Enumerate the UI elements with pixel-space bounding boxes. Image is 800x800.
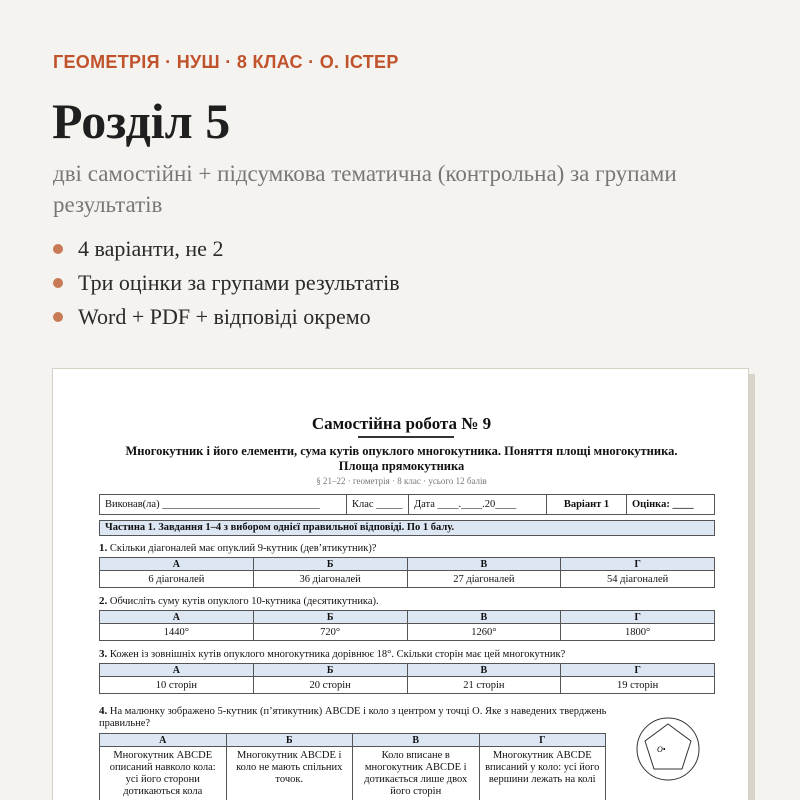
option-header: Б [253,664,407,677]
option-header: Г [561,558,715,571]
question-text: Обчисліть суму кутів опуклого 10-кутника (десятикутника). [109,596,379,607]
feature-item [53,300,400,334]
answer-option: 1800° [561,624,715,641]
feature-item-label: Три оцінки за групами результатів [78,270,400,295]
option-header: В [407,558,561,571]
center-label: O• [657,745,666,754]
question-number: 4. [99,705,108,717]
class-field: Клас _____ [347,495,409,514]
answer-option: 6 діагоналей [100,571,254,588]
option-header: В [353,734,480,747]
question-4 [99,705,619,730]
answer-option: Многокутник ABCDE описаний навколо кола: усі його сторони дотикаються кола [100,747,227,800]
answer-option: 19 сторін [561,677,715,694]
answer-option: 21 сторін [407,677,561,694]
student-name-field: Виконав(ла) ______________________________ [100,495,347,514]
answer-option: 54 діагоналей [561,571,715,588]
option-header: Б [253,558,407,571]
option-header: Б [253,611,407,624]
answer-option: 10 сторін [100,677,254,694]
option-header: В [407,611,561,624]
feature-item [53,232,400,266]
option-header: Г [479,734,606,747]
option-header: Г [561,611,715,624]
option-header: А [100,558,254,571]
question-number: 3. [99,648,108,660]
page-title: Розділ 5 [52,93,231,149]
topic-line: Многокутник і його елементи, сума кутів опуклого многокутника. Поняття площі многокутника. [125,444,678,458]
feature-item-label: Word + PDF + відповіді окремо [78,304,371,329]
answer-option: 36 діагоналей [253,571,407,588]
bullet-dot-icon [53,244,63,254]
page-subtitle: дві самостійні + підсумкова тематична (контрольна) за групами результатів [53,161,677,217]
feature-list [53,232,400,334]
answer-table-1 [99,557,715,588]
option-header: Г [561,664,715,677]
question-text: На малюнку зображено 5-кутник (п’ятикутник) ABCDE і коло з центром у точці О. Яке з наведених тверджень правильне? [99,706,607,729]
question-2 [99,595,379,608]
feature-item [53,266,400,300]
bullet-dot-icon [53,312,63,322]
answer-option: Коло вписане в многокутник ABCDE і дотикається лише двох його сторін [353,747,480,800]
question-text: Кожен із зовнішніх кутів опуклого многокутника дорівнює 18°. Скільки сторін має цей многокутник? [109,649,566,660]
answer-table-4 [99,733,606,800]
student-info-row [99,494,715,515]
date-field: Дата ____.____.20____ [409,495,547,514]
circle-shape [637,718,699,780]
part-heading: Частина 1. Завдання 1–4 з вибором однієї правильної відповіді. По 1 балу. [99,520,715,536]
question-text: Скільки діагоналей має опуклий 9-кутник (дев’ятикутник)? [109,543,377,554]
question-1 [99,542,376,555]
answer-option: 1260° [407,624,561,641]
grade-field: Оцінка: ____ [632,499,694,510]
answer-option: Многокутник ABCDE і коло не мають спільних точок. [226,747,353,800]
course-kicker: ГЕОМЕТРІЯ · НУШ · 8 КЛАС · О. ІСТЕР [53,52,399,72]
option-header: В [407,664,561,677]
title-underline [358,436,454,438]
answer-option: Многокутник ABCDE вписаний у коло: усі його вершини лежать на колі [479,747,606,800]
answer-option: 720° [253,624,407,641]
document-preview [52,368,749,800]
document-meta: § 21–22 · геометрія · 8 клас · усього 12 балів [316,476,487,486]
answer-option: 27 діагоналей [407,571,561,588]
pentagon-shape [645,724,691,769]
question-number: 1. [99,542,108,554]
option-header: А [100,611,254,624]
answer-table-2 [99,610,715,641]
feature-item-label: 4 варіанти, не 2 [78,236,224,261]
question-3 [99,648,565,661]
variant-label: Варіант 1 [547,495,627,514]
pentagon-circle-figure [633,714,703,784]
answer-option: 20 сторін [253,677,407,694]
question-number: 2. [99,595,108,607]
document-topic [93,444,710,474]
answer-table-3 [99,663,715,694]
option-header: А [100,664,254,677]
option-header: Б [226,734,353,747]
answer-option: 1440° [100,624,254,641]
document-title: Самостійна робота № 9 [311,414,492,433]
option-header: А [100,734,227,747]
topic-line: Площа прямокутника [338,459,465,473]
bullet-dot-icon [53,278,63,288]
